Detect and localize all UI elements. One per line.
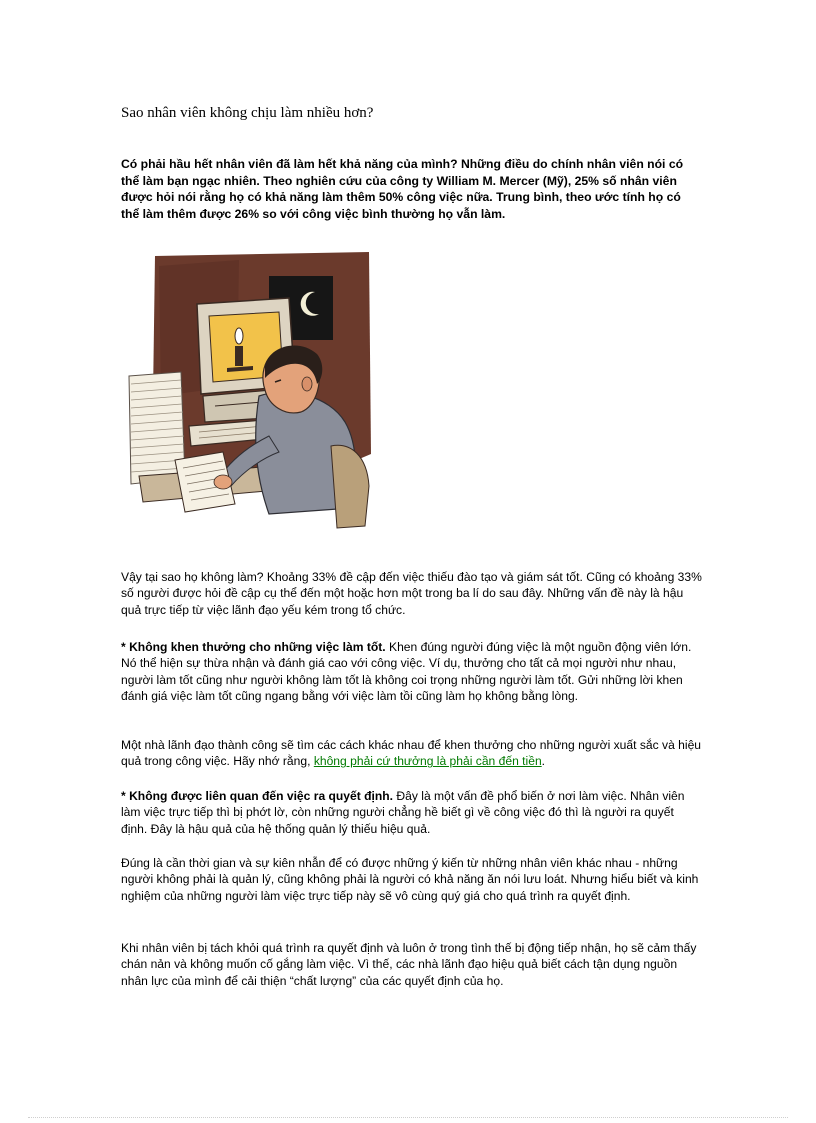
section-heading-decision: * Không được liên quan đến việc ra quyết định. — [121, 789, 394, 803]
paragraph-successful-leader — [121, 737, 703, 770]
candle-flame-icon — [235, 328, 243, 344]
section-body-decision: Đây là một vấn đề phổ biến ở nơi làm việc. Nhân viên làm việc trực tiếp thì bị phớt lờ, còn những người chẳng hề biết gì về công việc đó thì là người ra quyết định. Đây là hậu quả của hệ thống quản lý thiếu hiệu quả. — [121, 789, 685, 836]
paragraph-end-period: . — [541, 754, 546, 769]
page-bottom-rule — [28, 1117, 788, 1118]
paragraph-no-reward — [121, 639, 703, 705]
link-reward-not-money[interactable]: không phải cứ thưởng là phải cần đến tiền — [313, 754, 542, 769]
lead-paragraph: Có phải hầu hết nhân viên đã làm hết khả năng của mình? Những điều do chính nhân viên nói có thể làm bạn ngạc nhiên. Theo nghiên cứu của công ty William M. Mercer (Mỹ), 25% số nhân viên được hỏi nói rằng họ có khả năng làm thêm 50% công việc nữa. Trung bình, theo ước tính họ có thể làm thêm được 26% so với công việc bình thường họ vẫn làm. — [121, 157, 684, 221]
paragraph-decision-making — [121, 788, 703, 837]
section-body-no-reward: Khen đúng người đúng việc là một nguồn động viên lớn. Nó thể hiện sự thừa nhận và đánh giá cao với công việc. Ví dụ, thưởng cho tất cả mọi người như nhau, người làm tốt cũng như người không làm tốt là không coi trọng những người làm tốt. Gửi những lời khen đánh giá việc làm tốt cũng ngang bằng với việc làm tồi cũng làm họ không bằng lòng. — [121, 640, 692, 704]
paragraph-conclusion: Khi nhân viên bị tách khỏi quá trình ra quyết định và luôn ở trong tình thế bị động tiếp nhận, họ sẽ cảm thấy chán nản và không muốn cố gắng làm việc. Vì thế, các nhà lãnh đạo hiệu quả biết cách tận dụng nguồn nhân lực của mình để cải thiện “chất lượng” của các quyết định của họ. — [121, 941, 697, 988]
paragraph-reasons: Vậy tại sao họ không làm? Khoảng 33% đề cập đến việc thiếu đào tạo và giám sát tốt. Cũng có khoảng 33% số người được hỏi đề cập cụ thể đến một hoặc hơn một trong ba lí do sau đây. Những vấn đề này là hậu quả trực tiếp từ việc lãnh đạo yếu kém trong tổ chức. — [121, 570, 702, 617]
illustration-man-at-computer — [119, 246, 377, 544]
section-heading-no-reward: * Không khen thưởng cho những việc làm tốt. — [121, 640, 386, 654]
paragraph-successful-leader-text: Một nhà lãnh đạo thành công sẽ tìm các cách khác nhau để khen thưởng cho những người xuất sắc và hiệu quả trong công việc. Hãy nhớ rằng, — [121, 738, 702, 769]
paragraph-patience: Đúng là cần thời gian và sự kiên nhẫn để có được những ý kiến từ những nhân viên khác nhau - những người không phải là quản lý, cũng không phải là người có khả năng ăn nói lưu loát. Nhưng hiểu biết và kinh nghiệm của những người làm việc trực tiếp này sẽ vô cùng quý giá cho quá trình ra quyết định. — [121, 856, 699, 903]
article-title: Sao nhân viên không chịu làm nhiều hơn? — [121, 105, 374, 121]
